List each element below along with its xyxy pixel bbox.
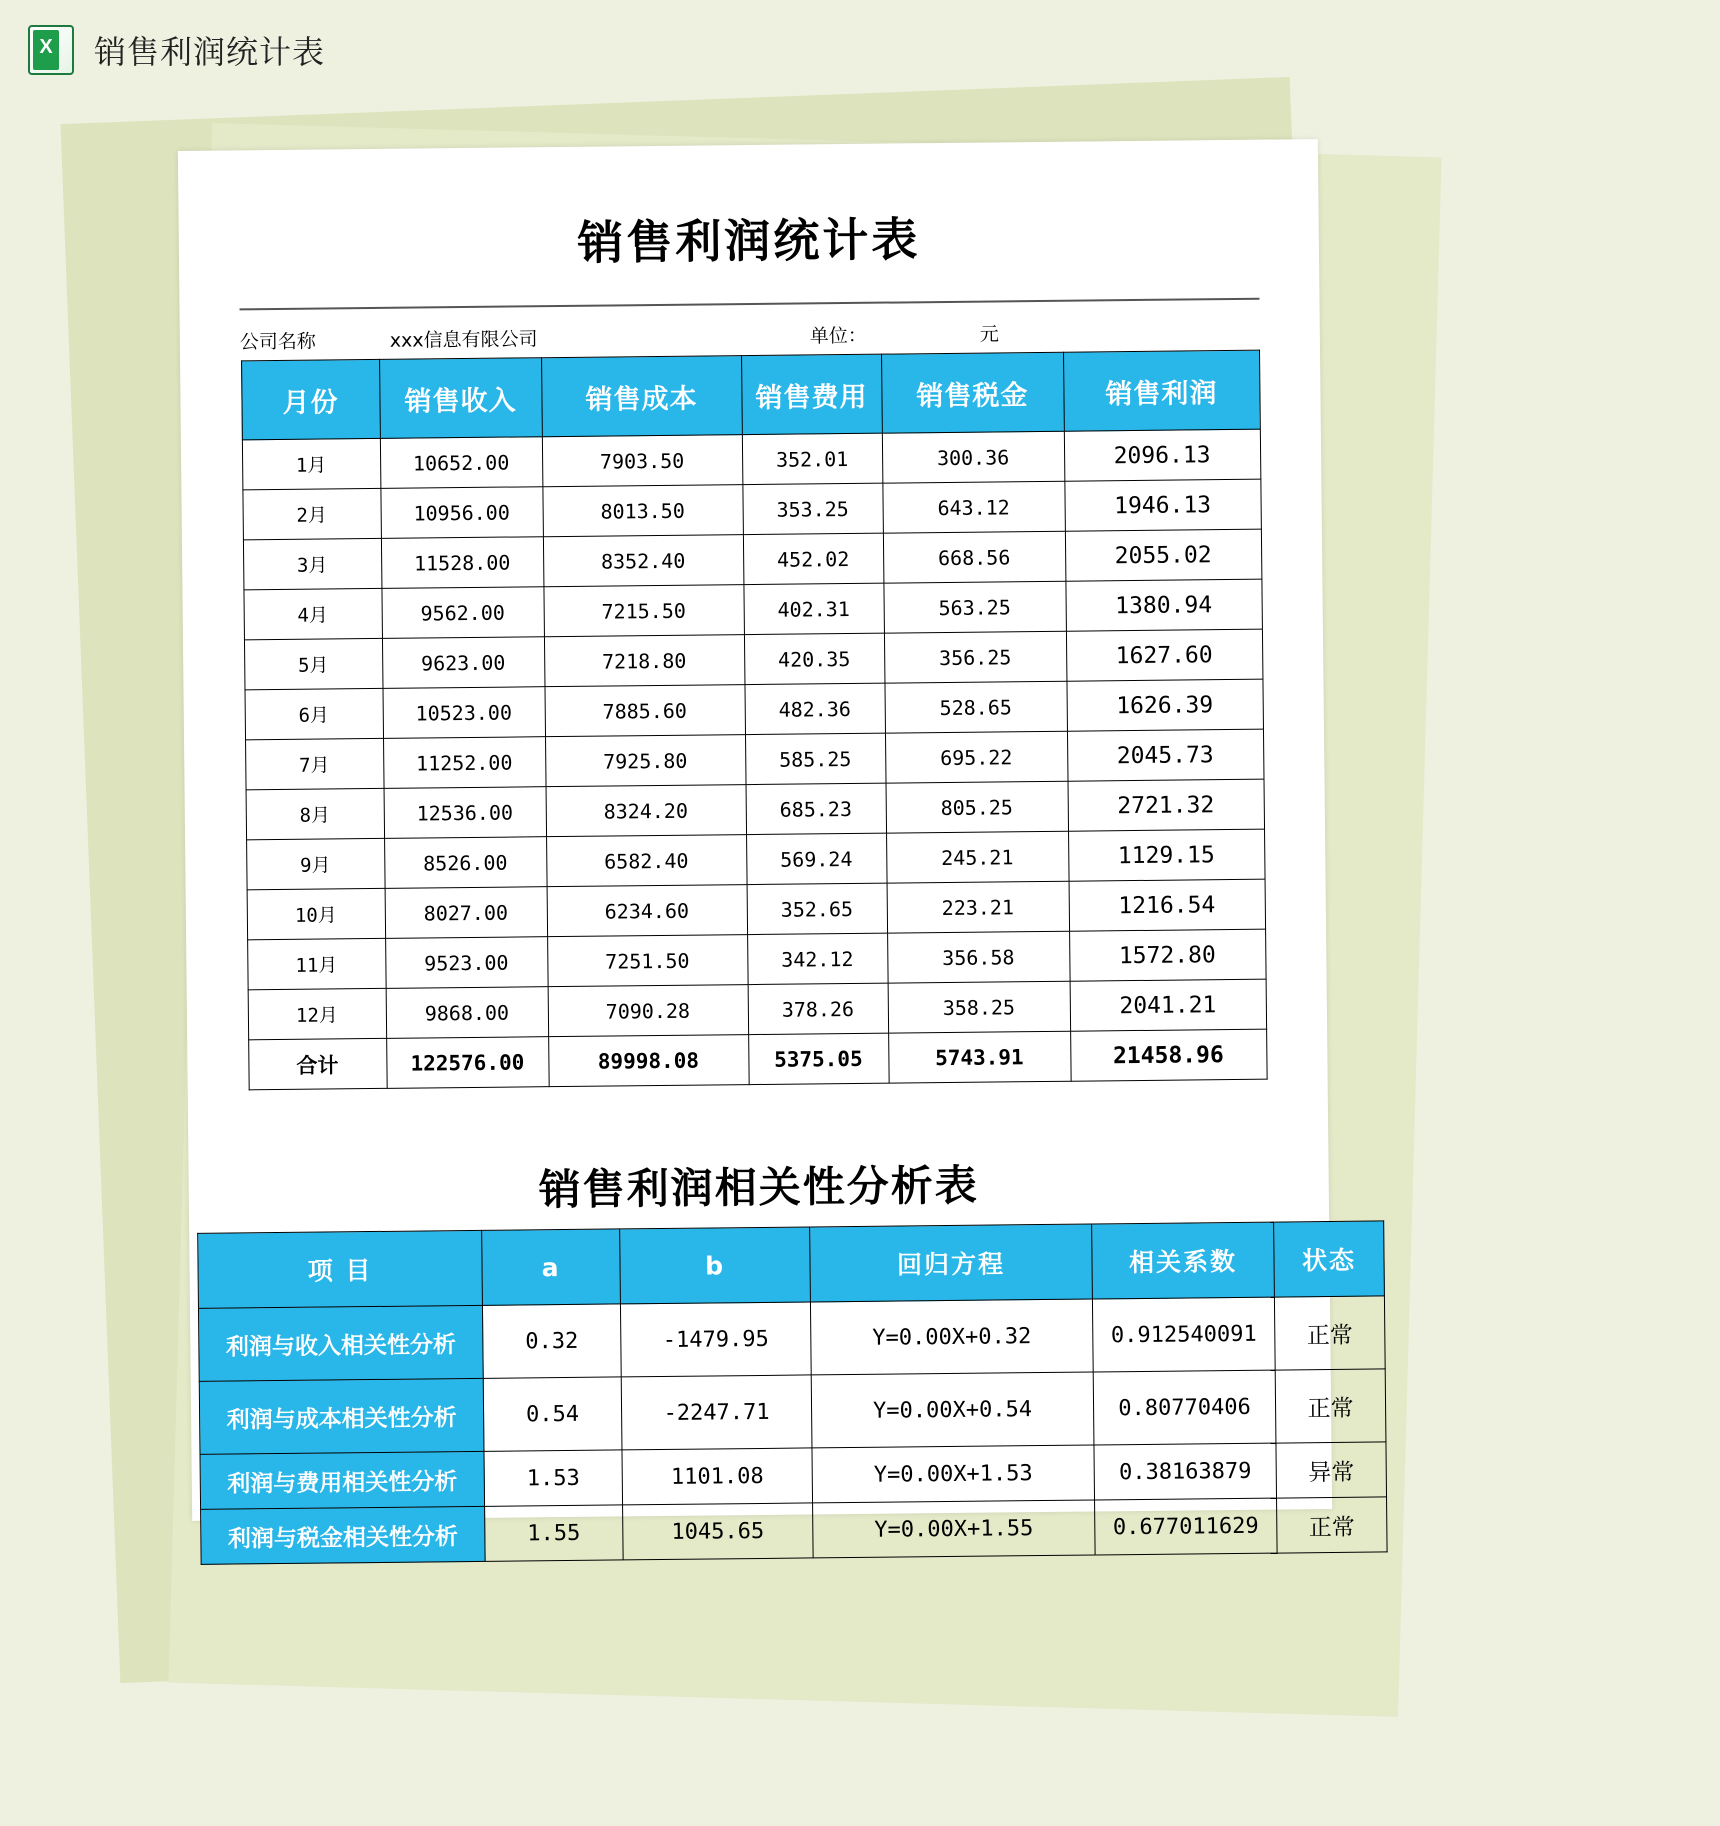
cell-cost: 7251.50: [547, 935, 748, 987]
cell-tax: 223.21: [887, 881, 1070, 933]
status-badge: 正常: [1277, 1497, 1388, 1553]
cell-expense: 352.65: [747, 883, 888, 934]
col-item: 项 目: [198, 1230, 483, 1308]
cell-profit: 1216.54: [1069, 879, 1266, 931]
cell-a: 0.54: [483, 1377, 622, 1451]
cell-tax: 358.25: [888, 981, 1071, 1033]
col-tax: 销售税金: [881, 352, 1064, 433]
cell-cost: 7218.80: [544, 635, 745, 687]
cell-expense: 352.01: [742, 433, 883, 484]
cell-month: 11月: [247, 938, 386, 989]
col-correlation-coefficient: 相关系数: [1092, 1222, 1275, 1299]
cell-profit: 2721.32: [1068, 779, 1265, 831]
cell-tax: 528.65: [884, 681, 1067, 733]
cell-a: 1.55: [485, 1505, 624, 1561]
cell-expense: 420.35: [744, 633, 885, 684]
col-cost: 销售成本: [541, 356, 742, 437]
cell-profit: 1626.39: [1066, 679, 1263, 731]
cell-b: 1045.65: [623, 1503, 814, 1560]
table-total-row: [248, 1029, 1266, 1090]
cell-b: -2247.71: [621, 1375, 812, 1450]
excel-file-icon: [28, 25, 74, 75]
cell-tax: 695.22: [885, 731, 1068, 783]
cell-total-revenue: 122576.00: [386, 1037, 549, 1089]
cell-month: 2月: [242, 488, 381, 539]
document-meta: [240, 310, 1260, 355]
cell-month: 10月: [247, 888, 386, 939]
cell-tax: 643.12: [882, 481, 1065, 533]
cell-tax: 245.21: [886, 831, 1069, 883]
cell-item: 利润与费用相关性分析: [200, 1451, 485, 1509]
cell-total-cost: 89998.08: [548, 1035, 749, 1087]
cell-cost: 7090.28: [548, 985, 749, 1037]
cell-b: 1101.08: [622, 1448, 813, 1505]
cell-tax: 668.56: [883, 531, 1066, 583]
cell-cost: 6582.40: [546, 835, 747, 887]
cell-profit: 1627.60: [1066, 629, 1263, 681]
cell-tax: 300.36: [882, 431, 1065, 483]
cell-revenue: 9523.00: [385, 937, 548, 989]
section-title-correlation: 销售利润相关性分析表: [538, 1160, 979, 1215]
cell-a: 1.53: [484, 1450, 623, 1506]
cell-tax: 563.25: [883, 581, 1066, 633]
cell-month: 5月: [244, 638, 383, 689]
cell-month: 3月: [243, 538, 382, 589]
col-revenue: 销售收入: [379, 358, 542, 439]
table-header-row: [198, 1221, 1385, 1308]
col-profit: 销售利润: [1063, 350, 1260, 431]
cell-month: 4月: [243, 588, 382, 639]
cell-expense: 342.12: [747, 933, 888, 984]
cell-tax: 356.25: [884, 631, 1067, 683]
cell-revenue: 10523.00: [382, 687, 545, 739]
cell-item: 利润与税金相关性分析: [201, 1506, 486, 1564]
table-header-row: [241, 350, 1260, 440]
app-title: 销售利润统计表: [94, 33, 326, 71]
cell-expense: 452.02: [743, 533, 884, 584]
cell-tax: 805.25: [886, 781, 1069, 833]
cell-expense: 685.23: [746, 783, 887, 834]
cell-coefficient: 0.80770406: [1093, 1370, 1276, 1445]
sales-profit-table: [241, 350, 1268, 1091]
cell-total-label: 合计: [248, 1038, 387, 1089]
cell-cost: 7903.50: [542, 435, 743, 487]
col-expense: 销售费用: [741, 354, 882, 434]
cell-profit: 1129.15: [1068, 829, 1265, 881]
document-page: [178, 139, 1357, 1553]
cell-expense: 569.24: [746, 833, 887, 884]
table-row: [201, 1497, 1388, 1564]
cell-month: 8月: [246, 788, 385, 839]
cell-month: 12月: [248, 988, 387, 1039]
col-b: b: [620, 1227, 811, 1304]
cell-month: 9月: [246, 838, 385, 889]
cell-total-expense: 5375.05: [748, 1033, 889, 1084]
cell-revenue: 9868.00: [386, 987, 549, 1039]
status-badge: 异常: [1276, 1442, 1387, 1498]
company-value: xxx信息有限公司: [389, 328, 538, 352]
cell-cost: 6234.60: [547, 885, 748, 937]
cell-b: -1479.95: [620, 1302, 811, 1377]
cell-revenue: 9623.00: [382, 637, 545, 689]
cell-total-profit: 21458.96: [1070, 1029, 1267, 1081]
cell-revenue: 11252.00: [383, 737, 546, 789]
cell-month: 6月: [245, 688, 384, 739]
cell-profit: 2055.02: [1065, 529, 1262, 581]
cell-cost: 8013.50: [542, 485, 743, 537]
cell-cost: 7925.80: [545, 735, 746, 787]
status-badge: 正常: [1275, 1369, 1386, 1443]
cell-expense: 353.25: [742, 483, 883, 534]
page-title: 销售利润统计表: [577, 212, 921, 270]
cell-revenue: 8526.00: [384, 837, 547, 889]
cell-tax: 356.58: [887, 931, 1070, 983]
cell-revenue: 11528.00: [381, 537, 544, 589]
cell-expense: 402.31: [743, 583, 884, 634]
cell-item: 利润与收入相关性分析: [198, 1305, 483, 1381]
status-badge: 正常: [1274, 1296, 1385, 1370]
cell-profit: 2096.13: [1064, 429, 1261, 481]
cell-profit: 1946.13: [1064, 479, 1261, 531]
col-status: 状态: [1274, 1221, 1385, 1297]
correlation-analysis-table: [197, 1220, 1387, 1564]
cell-revenue: 9562.00: [381, 587, 544, 639]
cell-expense: 482.36: [744, 683, 885, 734]
cell-profit: 2041.21: [1070, 979, 1267, 1031]
unit-value: 元: [979, 323, 999, 346]
table-row: [199, 1369, 1386, 1454]
cell-cost: 8324.20: [546, 785, 747, 837]
cell-profit: 1380.94: [1065, 579, 1262, 631]
cell-cost: 8352.40: [543, 535, 744, 587]
cell-revenue: 8027.00: [385, 887, 548, 939]
cell-cost: 7885.60: [544, 685, 745, 737]
cell-coefficient: 0.677011629: [1095, 1498, 1278, 1555]
cell-equation: Y=0.00X+1.53: [812, 1445, 1095, 1503]
cell-revenue: 12536.00: [384, 787, 547, 839]
col-month: 月份: [241, 359, 380, 439]
cell-month: 7月: [245, 738, 384, 789]
unit-label: 单位：: [809, 324, 867, 348]
cell-expense: 585.25: [745, 733, 886, 784]
cell-revenue: 10652.00: [380, 437, 543, 489]
cell-expense: 378.26: [748, 983, 889, 1034]
company-label: 公司名称: [239, 330, 316, 354]
cell-coefficient: 0.912540091: [1092, 1297, 1275, 1372]
cell-coefficient: 0.38163879: [1094, 1443, 1277, 1500]
cell-equation: Y=0.00X+1.55: [813, 1500, 1096, 1558]
title-divider: [240, 298, 1260, 311]
col-a: a: [482, 1229, 621, 1305]
cell-revenue: 10956.00: [380, 487, 543, 539]
cell-equation: Y=0.00X+0.54: [811, 1372, 1094, 1448]
cell-profit: 2045.73: [1067, 729, 1264, 781]
cell-cost: 7215.50: [543, 585, 744, 637]
cell-profit: 1572.80: [1069, 929, 1266, 981]
col-regression-equation: 回归方程: [810, 1224, 1093, 1302]
cell-item: 利润与成本相关性分析: [199, 1378, 484, 1454]
table-row: [198, 1296, 1385, 1381]
cell-a: 0.32: [482, 1304, 621, 1378]
cell-total-tax: 5743.91: [888, 1031, 1071, 1083]
cell-equation: Y=0.00X+0.32: [810, 1299, 1093, 1375]
app-header: [0, 0, 1720, 100]
cell-month: 1月: [242, 438, 381, 489]
